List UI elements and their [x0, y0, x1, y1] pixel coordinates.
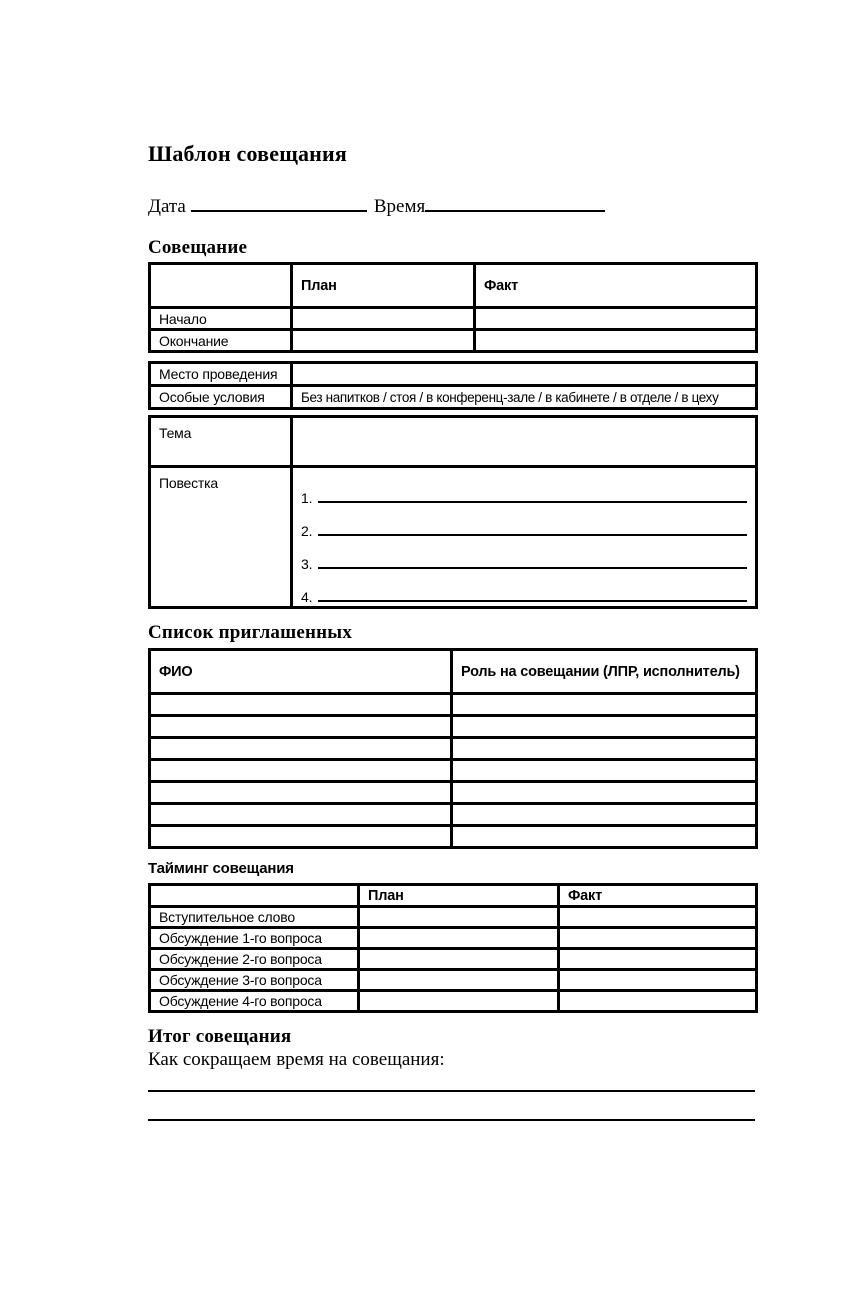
- table-header-row: [150, 650, 757, 694]
- name-blank-cell: [150, 804, 452, 826]
- agenda-number: 1.: [301, 490, 313, 506]
- fact-blank-cell: [559, 991, 757, 1012]
- blank-line: [148, 1090, 755, 1092]
- table-row: [150, 804, 757, 826]
- table-row: [150, 694, 757, 716]
- date-blank-line: [191, 193, 367, 212]
- agenda-number: 2.: [301, 523, 313, 539]
- fact-blank-cell: [559, 928, 757, 949]
- plan-column-header: План: [292, 264, 475, 308]
- table-header-row: [150, 885, 757, 907]
- time-label: Время: [373, 196, 426, 217]
- table-row: [150, 928, 757, 949]
- row-label: Обсуждение 2-го вопроса: [150, 949, 359, 970]
- role-blank-cell: [452, 738, 757, 760]
- summary-subtitle: Как сокращаем время на совещания:: [148, 1049, 445, 1070]
- table-row: [150, 782, 757, 804]
- table-row: [150, 308, 757, 330]
- fact-blank-cell: [475, 308, 757, 330]
- empty-header-cell: [150, 885, 359, 907]
- table-row: [150, 386, 757, 409]
- agenda-line: [301, 507, 747, 540]
- name-blank-cell: [150, 738, 452, 760]
- timing-section-heading: Тайминг совещания: [148, 860, 294, 877]
- fact-blank-cell: [559, 907, 757, 928]
- fact-column-header: Факт: [559, 885, 757, 907]
- table-row: [150, 907, 757, 928]
- invitees-table: [148, 648, 758, 849]
- row-label: Обсуждение 3-го вопроса: [150, 970, 359, 991]
- row-label: Место проведения: [150, 363, 292, 386]
- agenda-line: [301, 540, 747, 573]
- meeting-plan-fact-table: [148, 262, 758, 353]
- name-blank-cell: [150, 782, 452, 804]
- table-row: [150, 363, 757, 386]
- plan-blank-cell: [292, 330, 475, 352]
- table-row: [150, 330, 757, 352]
- table-row: [150, 760, 757, 782]
- agenda-number: 3.: [301, 556, 313, 572]
- role-blank-cell: [452, 782, 757, 804]
- agenda-label: Повестка: [150, 467, 292, 608]
- topic-row: [150, 417, 757, 467]
- row-label: Окончание: [150, 330, 292, 352]
- topic-label: Тема: [150, 417, 292, 467]
- plan-blank-cell: [359, 928, 559, 949]
- blank-line: [148, 1119, 755, 1121]
- agenda-line: [301, 474, 747, 507]
- role-blank-cell: [452, 694, 757, 716]
- invitees-section-heading: Список приглашенных: [148, 622, 353, 643]
- name-blank-cell: [150, 826, 452, 848]
- row-label: Особые условия: [150, 386, 292, 409]
- time-blank-line: [425, 193, 605, 212]
- row-label: Начало: [150, 308, 292, 330]
- summary-blank-lines: [148, 1090, 755, 1121]
- plan-column-header: План: [359, 885, 559, 907]
- role-blank-cell: [452, 760, 757, 782]
- table-header-row: [150, 264, 757, 308]
- meeting-details-table: [148, 361, 758, 410]
- name-column-header: ФИО: [150, 650, 452, 694]
- plan-blank-cell: [359, 970, 559, 991]
- row-value: Без напитков / стоя / в конференц-зале / в кабинете / в отделе / в цеху: [292, 386, 757, 409]
- plan-blank-cell: [292, 308, 475, 330]
- table-row: [150, 716, 757, 738]
- agenda-lines-cell: [292, 467, 757, 608]
- page-title: Шаблон совещания: [148, 141, 348, 166]
- topic-agenda-table: [148, 415, 758, 609]
- role-blank-cell: [452, 716, 757, 738]
- role-column-header: Роль на совещании (ЛПР, исполнитель): [452, 650, 757, 694]
- date-time-line: [148, 193, 755, 218]
- document-page: [148, 0, 755, 1121]
- plan-blank-cell: [359, 907, 559, 928]
- name-blank-cell: [150, 694, 452, 716]
- role-blank-cell: [452, 826, 757, 848]
- table-row: [150, 826, 757, 848]
- row-value: [292, 363, 757, 386]
- topic-blank-cell: [292, 417, 757, 467]
- fact-column-header: Факт: [475, 264, 757, 308]
- name-blank-cell: [150, 716, 452, 738]
- date-label: Дата: [148, 196, 186, 217]
- row-label: Вступительное слово: [150, 907, 359, 928]
- table-row: [150, 991, 757, 1012]
- row-label: Обсуждение 1-го вопроса: [150, 928, 359, 949]
- summary-section-heading: Итог совещания: [148, 1026, 292, 1047]
- empty-header-cell: [150, 264, 292, 308]
- fact-blank-cell: [559, 949, 757, 970]
- fact-blank-cell: [559, 970, 757, 991]
- blank-line: [318, 567, 747, 569]
- meeting-section-heading: Совещание: [148, 237, 248, 258]
- row-label: Обсуждение 4-го вопроса: [150, 991, 359, 1012]
- table-row: [150, 970, 757, 991]
- table-row: [150, 738, 757, 760]
- blank-line: [318, 534, 747, 536]
- timing-table: [148, 883, 758, 1013]
- blank-line: [318, 600, 747, 602]
- blank-line: [318, 501, 747, 503]
- plan-blank-cell: [359, 991, 559, 1012]
- plan-blank-cell: [359, 949, 559, 970]
- agenda-lines: [301, 474, 747, 606]
- fact-blank-cell: [475, 330, 757, 352]
- name-blank-cell: [150, 760, 452, 782]
- agenda-line: [301, 573, 747, 606]
- role-blank-cell: [452, 804, 757, 826]
- table-row: [150, 949, 757, 970]
- agenda-number: 4.: [301, 589, 313, 605]
- agenda-row: [150, 467, 757, 608]
